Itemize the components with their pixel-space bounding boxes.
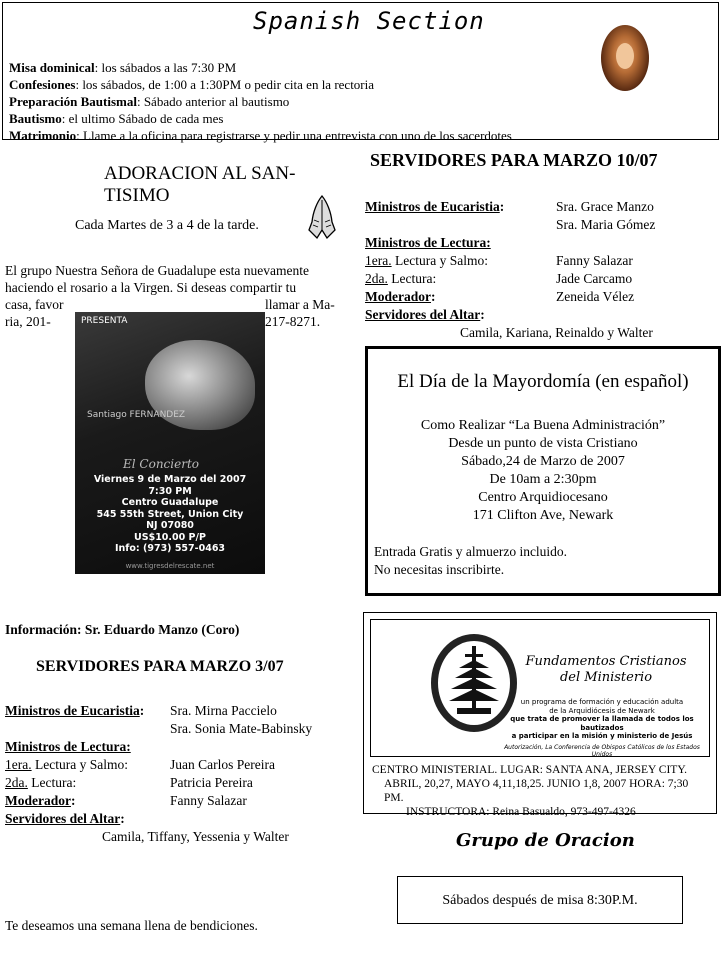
schedule-line: Misa dominical: los sábados a las 7:30 PM: [9, 60, 237, 75]
schedule-line: Preparación Bautismal: Sábado anterior al bautismo: [9, 94, 290, 109]
fundamentos-banner: [370, 619, 710, 757]
guadalupe-group-text: El grupo Nuestra Señora de Guadalupe esta nuevamente haciendo el rosario a la Virgen. Si deseas compartir tu casa, favor ria, 201- llamar a Ma- 217-8271.: [5, 263, 335, 329]
flyer-artist: Santiago FERNANDEZ: [87, 410, 186, 420]
fundamentos-description: un programa de formación y educación adulta de la Arquidiócesis de Newark que trata de promover la llamada de todos los bautizados a participar en la misión y ministerio de Jesús: [510, 698, 694, 740]
servidores-marzo-3-list: Ministros de Eucaristia: Sra. Mirna Paccielo Sra. Sonia Mate-Babinsky Ministros de Lectura: 1era. Lectura y Salmo: Juan Carlos Pereira 2da. Lectura: Patricia Pereira Moderador: Fanny Salazar Servidores del Altar: Camila, Tiffany, Yessenia y Walter: [5, 703, 313, 844]
servidores-marzo-3-title: SERVIDORES PARA MARZO 3/07: [36, 658, 284, 675]
flyer-presenta: PRESENTA: [81, 316, 128, 326]
praying-hands-icon: [305, 194, 339, 240]
flyer-web: www.tigresdelrescate.net: [125, 562, 215, 570]
mayordomia-title: El Día de la Mayordomía (en español): [397, 371, 689, 392]
grupo-oracion-time: Sábados después de misa 8:30P.M.: [442, 893, 638, 908]
fundamentos-ad: [363, 612, 717, 818]
flyer-concert: El Concierto: [123, 457, 199, 471]
spanish-section-header: [2, 2, 719, 143]
schedule-line: Matrimonio: Llame a la oficina para registrarse y pedir una entrevista con uno de los sacerdotes: [9, 128, 512, 143]
adoracion-subtitle: Cada Martes de 3 a 4 de la tarde.: [75, 218, 259, 233]
informacion-coro: Información: Sr. Eduardo Manzo (Coro): [5, 622, 240, 637]
schedule-line: Confesiones: los sábados, de 1:00 a 1:30PM o pedir cita en la rectoria: [9, 77, 375, 92]
mayordomia-details: Como Realizar “La Buena Administración” Desde un punto de vista Cristiano Sábado,24 de Marzo de 2007 De 10am a 2:30pm Centro Arquidiocesano 171 Clifton Ave, Newark: [420, 418, 666, 523]
schedule-list: [9, 59, 512, 144]
servidores-marzo-10-list: Ministros de Eucaristia: Sra. Grace Manzo Sra. Maria Gómez Ministros de Lectura: 1era. Lectura y Salmo: Fanny Salazar 2da. Lectura: Jade Carcamo Moderador: Zeneida Vélez Servidores del Altar: Camila, Kariana, Reinaldo y Walter: [365, 199, 656, 340]
section-title: Spanish Section: [253, 7, 485, 35]
mayordomia-box: [365, 346, 721, 596]
flyer-info: Viernes 9 de Marzo del 2007 7:30 PM Centro Guadalupe 545 55th Street, Union City NJ 07080 US$10.00 P/P Info: (973) 557-0463: [93, 474, 247, 554]
adoracion-title: ADORACION AL SAN-TISIMO: [104, 163, 296, 206]
schedule-line: Bautismo: el ultimo Sábado de cada mes: [9, 111, 224, 126]
fundamentos-schedule: CENTRO MINISTERIAL. LUGAR: SANTA ANA, JERSEY CITY. ABRIL, 20,27, MAYO 4,11,18,25. JUNIO 1,8, 2007 HORA: 7;30 PM. INSTRUCTORA: Reina Basualdo, 973-497-4326: [372, 764, 689, 818]
fundamentos-authorization: Autorización, La Conferencia de Obispos Católicos de los Estados Unidos: [504, 744, 700, 758]
virgin-guadalupe-image: [601, 25, 649, 91]
closing-blessing: Te deseamos una semana llena de bendiciones.: [5, 918, 258, 933]
servidores-marzo-10-title: SERVIDORES PARA MARZO 10/07: [370, 150, 658, 170]
concert-flyer-image: [75, 312, 265, 574]
grupo-oracion-box: [397, 876, 683, 924]
mayordomia-note: Entrada Gratis y almuerzo incluido. No necesitas inscribirte.: [374, 544, 568, 577]
fundamentos-title: Fundamentos Cristianos del Ministerio: [525, 654, 687, 685]
grupo-oracion-title: Grupo de Oracion: [456, 830, 635, 851]
